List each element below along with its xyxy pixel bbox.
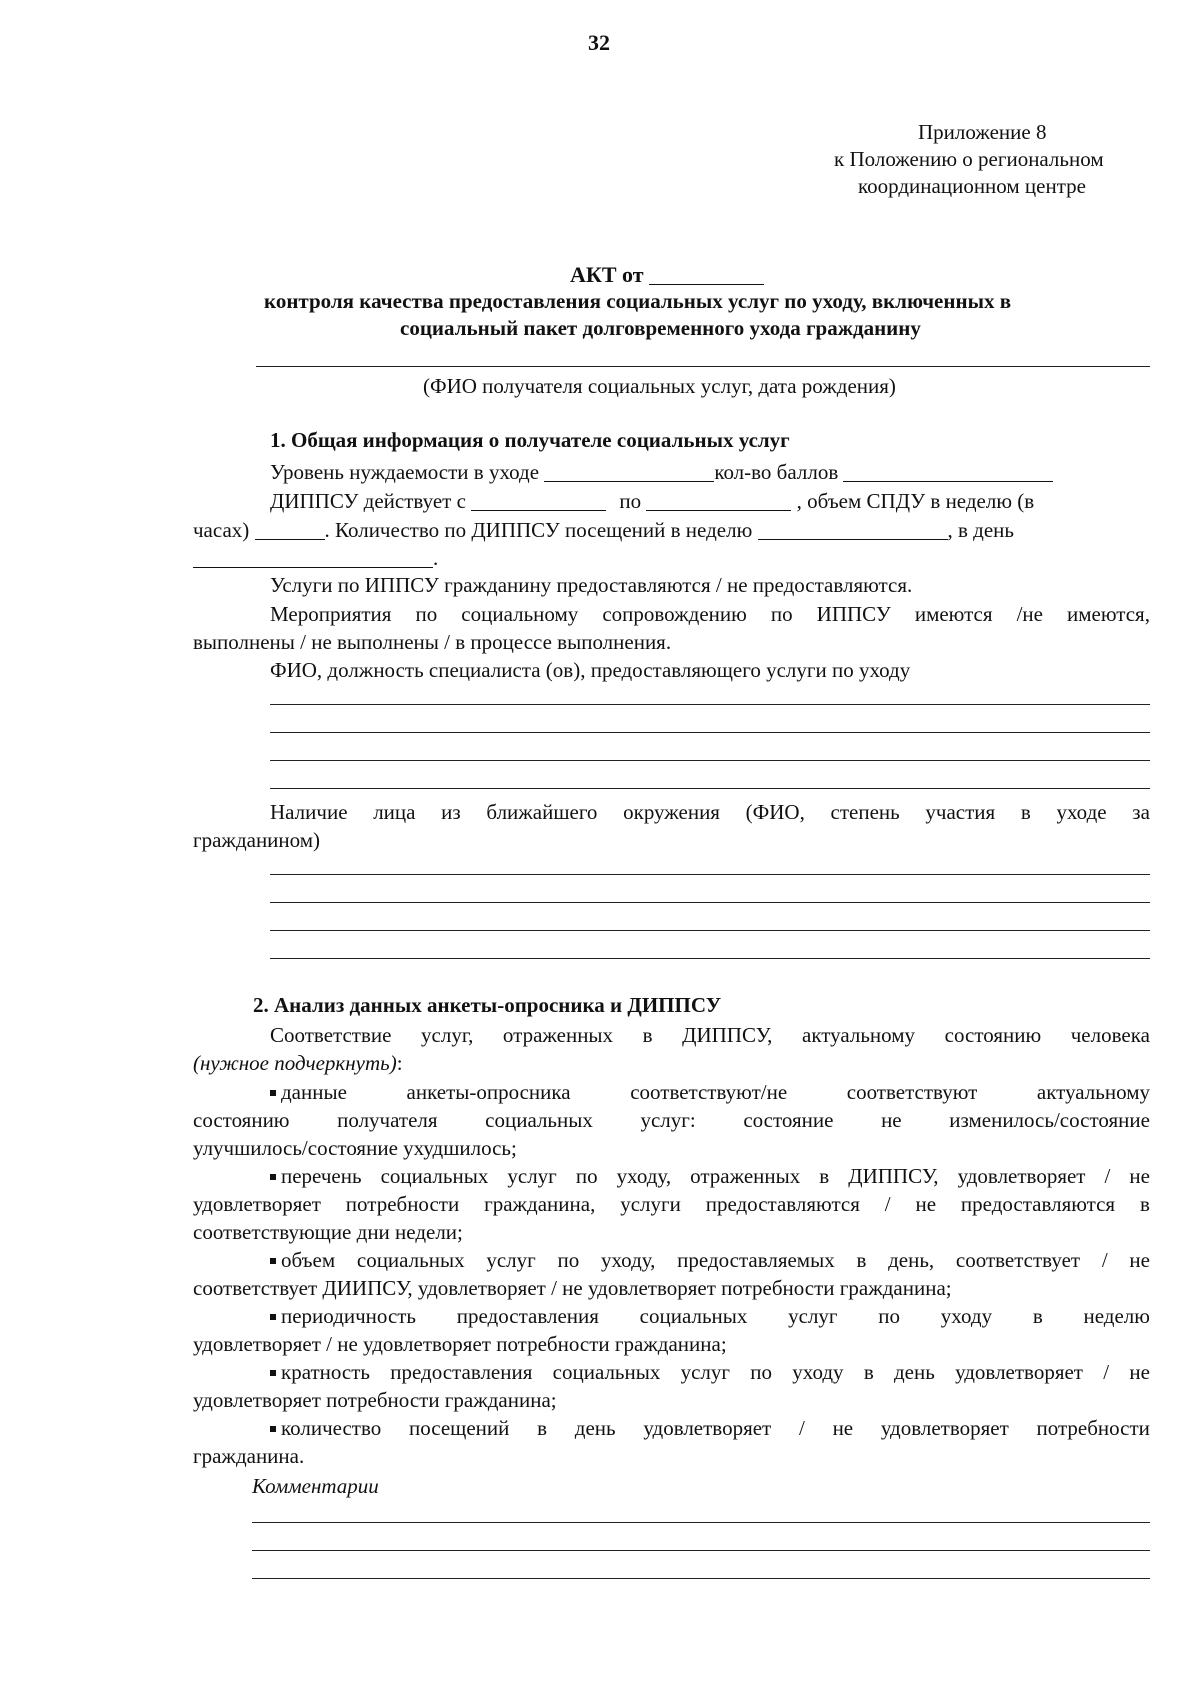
bullet-5-line-2: удовлетворяет потребности гражданина; — [193, 1388, 557, 1412]
per-day-blank — [193, 546, 433, 568]
dippsu-to-label: по — [619, 489, 642, 513]
dippsu-period-row — [270, 489, 1034, 512]
word: в — [1032, 1304, 1043, 1328]
word: сопровождению — [602, 602, 747, 626]
word: ДИППСУ, — [682, 1023, 773, 1047]
word: услуг — [507, 1164, 557, 1188]
bullet-4-line-1 — [270, 1306, 1150, 1327]
comments-line-3 — [252, 1578, 1150, 1579]
word: день — [893, 1360, 935, 1384]
word: / — [1101, 1248, 1108, 1272]
comments-line-2 — [252, 1550, 1150, 1551]
word: по — [770, 602, 793, 626]
word: удовлетворяет — [957, 1164, 1086, 1188]
word: по — [750, 1360, 773, 1384]
word: потребности — [1036, 1416, 1150, 1440]
need-level-blank — [544, 460, 714, 482]
word: не — [1129, 1360, 1150, 1384]
visits-week-label: . Количество по ДИППСУ посещений в неделю — [324, 518, 753, 542]
specialist-line-4 — [270, 788, 1150, 789]
word: получателя — [337, 1108, 438, 1132]
word: неделю — [1083, 1304, 1150, 1328]
per-day-row — [193, 546, 438, 569]
word: уходу — [792, 1360, 844, 1384]
word: день, — [888, 1248, 935, 1272]
word: участия — [925, 800, 996, 824]
bullet-2-line-3: соответствующие дни недели; — [193, 1220, 463, 1244]
word: в — [642, 1023, 653, 1047]
word: (ФИО, — [745, 800, 805, 824]
word: услуг, — [421, 1023, 474, 1047]
bullet-square-icon — [270, 1258, 276, 1264]
word: в — [863, 1360, 874, 1384]
word: человека — [1070, 1023, 1150, 1047]
relatives-line-blank-4 — [270, 958, 1150, 959]
word: актуальному — [802, 1023, 916, 1047]
word: из — [441, 800, 461, 824]
bullet-2-line-2 — [193, 1194, 1150, 1215]
word: / — [1103, 1360, 1110, 1384]
word: уходу, — [616, 1164, 672, 1188]
comments-line-1 — [252, 1522, 1150, 1523]
specialist-line-3 — [270, 760, 1150, 761]
word: не — [1129, 1248, 1150, 1272]
intro-line-1 — [270, 1025, 1150, 1046]
bullet-1-line-2 — [193, 1110, 1150, 1131]
intro-colon: : — [396, 1051, 403, 1075]
word: лица — [373, 800, 416, 824]
specialist-line-2 — [270, 732, 1150, 733]
section-2-heading: 2. Анализ данных анкеты-опросника и ДИППСУ — [253, 993, 722, 1017]
word: периодичность — [270, 1306, 416, 1327]
appendix-line-2: к Положению о региональном — [834, 147, 1104, 171]
word: предоставления — [390, 1360, 533, 1384]
ippsu-services-text: Услуги по ИППСУ гражданину предоставляются / не предоставляются. — [270, 573, 913, 597]
word: соответствуют/не — [630, 1080, 788, 1104]
bullet-1-line-1 — [270, 1082, 1150, 1103]
bullet-3-line-1 — [270, 1250, 1150, 1271]
word: социальных — [639, 1304, 748, 1328]
bullet-square-icon — [270, 1314, 276, 1320]
bullet-4-line-2: удовлетворяет / не удовлетворяет потребности гражданина; — [193, 1332, 727, 1356]
bullet-3-line-2: соответствует ДИИПСУ, удовлетворяет / не удовлетворяет потребности гражданина; — [193, 1276, 952, 1300]
relatives-line-2: гражданином) — [193, 828, 321, 852]
word: не — [915, 1192, 937, 1216]
word: по — [557, 1248, 580, 1272]
bullet-square-icon — [270, 1370, 276, 1376]
word: объем — [270, 1250, 335, 1271]
word: Соответствие — [270, 1023, 392, 1047]
word: в — [537, 1416, 548, 1440]
word: гражданина, — [484, 1192, 596, 1216]
word: в — [1139, 1192, 1150, 1216]
dippsu-from-blank — [471, 489, 606, 511]
word: потребности — [345, 1192, 460, 1216]
act-subtitle-line-1: контроля качества предоставления социальных услуг по уходу, включенных в — [264, 289, 1012, 313]
word: удовлетворяет — [193, 1192, 321, 1216]
word: не — [832, 1416, 854, 1440]
word: уходу — [940, 1304, 993, 1328]
word: услуг — [788, 1304, 838, 1328]
word: отраженных — [690, 1164, 801, 1188]
word: по — [575, 1164, 598, 1188]
word: предоставляемых — [677, 1248, 835, 1272]
word: услуг — [486, 1248, 536, 1272]
word: социальных — [380, 1164, 489, 1188]
word: удовлетворяет — [643, 1416, 772, 1440]
word: Мероприятия — [270, 602, 392, 626]
word: состоянию — [193, 1108, 290, 1132]
word: кратность — [270, 1362, 370, 1383]
recipient-fio-line — [256, 366, 1150, 367]
word: степень — [830, 800, 900, 824]
section-1-heading: 1. Общая информация о получателе социальных услуг — [270, 428, 790, 452]
volume-label: , объем СПДУ в неделю (в — [796, 489, 1035, 513]
word: по — [878, 1304, 901, 1328]
word: в — [1020, 800, 1031, 824]
word: / — [884, 1192, 891, 1216]
page-number: 32 — [588, 30, 610, 55]
word: посещений — [409, 1416, 510, 1440]
act-subtitle-line-2: социальный пакет долговременного ухода гражданину — [400, 316, 921, 340]
word: по — [415, 602, 438, 626]
word: услуг — [680, 1360, 731, 1384]
word: в — [856, 1248, 867, 1272]
word: ДИППСУ, — [848, 1164, 939, 1188]
act-title — [570, 262, 764, 286]
word: услуг: — [640, 1108, 696, 1132]
word: удовлетворяет — [880, 1416, 1009, 1440]
visits-week-blank — [758, 518, 948, 540]
need-level-row — [270, 460, 1053, 483]
word: не — [881, 1108, 902, 1132]
word: ближайшего — [486, 800, 598, 824]
word: социальных — [485, 1108, 593, 1132]
bullet-6-line-1 — [270, 1418, 1150, 1439]
word: анкеты-опросника — [406, 1080, 571, 1104]
word: / — [798, 1416, 805, 1440]
word: социальному — [461, 602, 579, 626]
word: состояние — [743, 1108, 834, 1132]
comments-label: Комментарии — [252, 1474, 379, 1498]
relatives-line-blank-2 — [270, 902, 1150, 903]
word: актуальному — [1036, 1080, 1150, 1104]
bullet-square-icon — [270, 1426, 276, 1432]
word: уходе — [1056, 800, 1107, 824]
bullet-square-icon — [270, 1090, 276, 1096]
word: соответствуют — [846, 1080, 978, 1104]
word: окружения — [623, 800, 720, 824]
word: за — [1132, 800, 1150, 824]
intro-line-2 — [193, 1053, 403, 1074]
act-date-blank — [649, 262, 764, 285]
relatives-line-1 — [270, 802, 1150, 823]
word: в — [819, 1164, 830, 1188]
per-day-label: , в день — [947, 518, 1015, 542]
word: состоянию — [944, 1023, 1042, 1047]
word: ИППСУ — [816, 602, 891, 626]
word: удовлетворяет — [955, 1360, 1083, 1384]
points-label: кол-во баллов — [714, 460, 839, 484]
bullet-square-icon — [270, 1174, 276, 1180]
visits-row — [193, 518, 1014, 541]
word: предоставляются — [960, 1192, 1116, 1216]
hours-blank — [255, 518, 325, 540]
word: / — [1104, 1164, 1111, 1188]
dippsu-from-label: ДИППСУ действует с — [270, 489, 466, 513]
specialist-line-1 — [270, 704, 1150, 705]
word: данные — [270, 1082, 347, 1103]
word: соответствует — [955, 1248, 1081, 1272]
relatives-line-blank-1 — [270, 874, 1150, 875]
relatives-line-blank-3 — [270, 930, 1150, 931]
word: услуги — [620, 1192, 681, 1216]
word: изменилось/состояние — [949, 1108, 1150, 1132]
bullet-1-line-3: улучшилось/состояние ухудшилось; — [193, 1136, 517, 1160]
word: социальных — [356, 1248, 465, 1272]
dippsu-to-blank — [646, 489, 791, 511]
intro-hint: (нужное подчеркнуть) — [193, 1051, 397, 1075]
need-level-label: Уровень нуждаемости в уходе — [270, 460, 540, 484]
recipient-fio-caption: (ФИО получателя социальных услуг, дата рождения) — [423, 374, 896, 398]
bullet-2-line-1 — [270, 1166, 1150, 1187]
appendix-line-3: координационном центре — [858, 174, 1086, 198]
word: имеются, — [1067, 602, 1150, 626]
bullet-6-line-2: гражданина. — [193, 1444, 305, 1468]
word: отраженных — [502, 1023, 614, 1047]
word: количество — [270, 1418, 381, 1439]
word: уходу, — [600, 1248, 656, 1272]
act-title-text: АКТ от — [570, 262, 644, 287]
word: перечень — [270, 1166, 362, 1187]
points-blank — [843, 460, 1053, 482]
hours-label: часах) — [193, 518, 250, 542]
word: предоставляются — [705, 1192, 860, 1216]
word: предоставления — [456, 1304, 599, 1328]
word: не — [1129, 1164, 1150, 1188]
specialist-label: ФИО, должность специалиста (ов), предоставляющего услуги по уходу — [270, 658, 911, 682]
word: социальных — [552, 1360, 661, 1384]
per-day-period: . — [433, 546, 439, 570]
word: /не — [1016, 602, 1043, 626]
support-line-2: выполнены / не выполнены / в процессе выполнения. — [193, 630, 672, 654]
bullet-5-line-1 — [270, 1362, 1150, 1383]
appendix-line-1: Приложение 8 — [918, 120, 1047, 144]
support-line-1 — [270, 604, 1150, 625]
word: день — [574, 1416, 616, 1440]
word: Наличие — [270, 800, 348, 824]
word: имеются — [914, 602, 993, 626]
